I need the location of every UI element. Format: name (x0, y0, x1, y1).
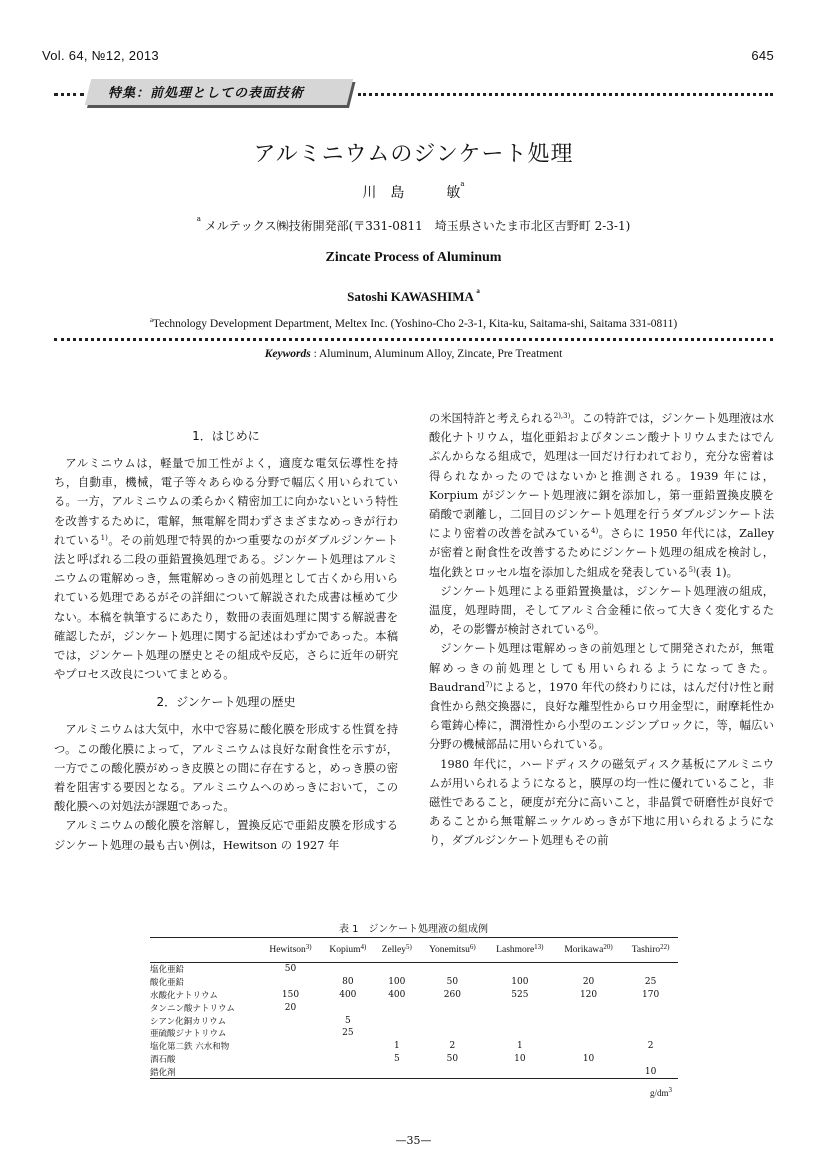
banner-dotted-rule-left (54, 93, 84, 96)
table-cell: 20 (284, 1002, 297, 1013)
table-cell (554, 1027, 623, 1040)
author-japanese: 川 島 敏$^a$ (362, 180, 465, 201)
table-cell: 50 (446, 977, 459, 988)
table-cell (623, 1001, 678, 1014)
column-header: Lashmore$^{13)}$ (486, 938, 554, 963)
section-2-paragraph-2: アルミニウムの酸化膜を溶解し，置換反応で亜鉛皮膜を形成するジンケート処理の最も古い例は，Hewitson の 1927 年 (54, 819, 398, 852)
table-cell: 25 (342, 1028, 354, 1039)
dotted-rule-keywords (54, 338, 773, 341)
table-cell: 100 (388, 977, 406, 988)
table-cell (260, 1014, 321, 1027)
row-label: 塩化亜鉛 (150, 965, 185, 976)
table-cell (419, 1001, 486, 1014)
row-label: シアン化銅カリウム (150, 1016, 227, 1027)
table-cell (375, 1065, 419, 1078)
table-cell: 150 (281, 989, 300, 1000)
table-cell (486, 963, 554, 976)
table-cell: 80 (342, 977, 354, 988)
column-header: Kopium$^{4)}$ (321, 938, 375, 963)
table-row (150, 963, 678, 976)
table-unit: $g/dm^3$ (650, 1086, 673, 1098)
table-cell (486, 1001, 554, 1014)
affiliation-english: $^a$Technology Development Department, Meltex Inc. (Yoshino-Cho 2-3-1, Kita-ku, Saitama-shi, Saitama 331-0811) (149, 316, 678, 330)
table-cell (486, 1027, 554, 1040)
row-label: 錯化剤 (150, 1065, 260, 1078)
page-folio: —35— (395, 1134, 432, 1147)
table-cell: 50 (284, 964, 297, 975)
banner-dotted-rule-right (358, 93, 773, 96)
history-paragraph-2: ジンケート処理による亜鉛置換量は，ジンケート処理液の組成，温度，処理時間，そしてアルミ合金種に依って大きく変化するため，その影響が検討されている$^{6)}$。 (429, 584, 774, 637)
left-column (54, 418, 398, 855)
row-label: 酒石酸 (150, 1054, 176, 1065)
table-cell (375, 1027, 419, 1040)
table-cell (419, 1065, 486, 1078)
table-cell (554, 1001, 623, 1014)
table-cell: 525 (511, 989, 529, 1000)
banner-label: 特集：前処理としての表面技術 (108, 86, 305, 101)
section-1-heading: 1．はじめに (192, 429, 260, 443)
table-cell (321, 1065, 375, 1078)
row-label: 水酸化ナトリウム (150, 990, 218, 1001)
table-cell: 100 (511, 977, 529, 988)
table-cell (419, 1014, 486, 1027)
table-cell (554, 1065, 623, 1078)
table-cell (419, 1027, 486, 1040)
table-caption: 表 1 ジンケート処理液の組成例 (338, 924, 489, 935)
table-row (150, 1040, 678, 1053)
row-label: タンニン酸ナトリウム (150, 1003, 235, 1014)
column-header: Hewitson$^{3)}$ (260, 938, 321, 963)
table-cell: 400 (388, 989, 406, 1000)
table-cell (260, 1053, 321, 1066)
journal-volume: Vol. 64, №12, 2013 (42, 48, 159, 63)
column-header: Tashiro$^{22)}$ (623, 938, 678, 963)
table-row (150, 976, 678, 989)
table-cell (486, 1014, 554, 1027)
page-number: 645 (751, 48, 774, 63)
table-cell: 5 (344, 1015, 351, 1026)
table-cell (375, 963, 419, 976)
table-cell (623, 1053, 678, 1066)
column-header: Zelley$^{5)}$ (375, 938, 419, 963)
table-header-row (150, 938, 678, 963)
keywords-line: Keywords : Aluminum, Aluminum Alloy, Zincate, Pre Treatment (264, 348, 563, 360)
table-cell (260, 976, 321, 989)
column-header: Morikawa$^{20)}$ (554, 938, 623, 963)
title-english: Zincate Process of Aluminum (325, 250, 502, 265)
right-column (429, 409, 774, 851)
table-cell: 10 (623, 1065, 678, 1078)
table-cell: 20 (582, 977, 595, 988)
table-cell (623, 1014, 678, 1027)
history-paragraph-4: 1980 年代に，ハードディスクの磁気ディスク基板にアルミニウムが用いられるようになると，膜厚の均一性に優れていること，非磁性であること，硬度が充分に高いこと，非晶質で研磨性が良好であることから無電解ニッケルめっきが下地に用いられるようになり，ダブルジンケート処理もその前 (429, 757, 774, 848)
table-cell (623, 1027, 678, 1040)
table-row (150, 1001, 678, 1014)
section-1-paragraph: アルミニウムは，軽量で加工性がよく，適度な電気伝導性を持ち，自動車，機械，電子等々あらゆる分野で幅広く用いられている。一方，アルミニウムの柔らかく精密加工に向かないという特性を改善するために，電解，無電解を問わずさまざまなめっきが行われている$^{1)}$。その前処理で特異的かつ重要なのがダブルジンケート法と呼ばれる二段の亜鉛置換処理である。ジンケート処理はアルミニウムの電解めっき，無電解めっきの前処理として古くから用いられている処理であるがその詳細について解説された成書は極めて少ない。本稿を執筆するにあたり，数冊の表面処理に関する解説書を確認したが，ジンケート処理に関する記述はわずかであった。本稿では，ジンケート処理の歴史とその組成や反応，さらに近年の研究やプロセス改良についてまとめる。 (54, 457, 398, 682)
table-cell (260, 1065, 321, 1078)
row-label: 塩化第二鉄 六水和物 (150, 1042, 230, 1053)
history-paragraph-continued: の米国特許と考えられる$^{2),3)}$。この特許では，ジンケート処理液は水酸化ナトリウム，塩化亜鉛およびタンニン酸ナトリウムまたはでんぷんからなる組成で，処理は一回だけ行われており，充分な密着は得られなかったのではないかと推測される。1939 年には，Korpium がジンケート処理液に銅を添加し，第一亜鉛置換皮膜を硝酸で剥離し，二回目のジンケート処理を行うダブルジンケート法により密着の改善を試みている$^{4)}$。さらに 1950 年代には，Zalley が密着と耐食性を改善するためにジンケート処理の組成を検討し，塩化鉄とロッセル塩を添加した組成を発表している$^{5)}$(表 1)。 (429, 412, 774, 579)
table-cell (486, 1065, 554, 1078)
table-cell: 5 (393, 1053, 400, 1064)
section-2-paragraph-1: アルミニウムは大気中，水中で容易に酸化膜を形成する性質を持つ。この酸化膜によって，アルミニウムは良好な耐食性を示すが，一方でこの酸化膜がめっき皮膜との間に存在すると，めっき膜の密着を阻害する要因となる。アルミニウムへのめっきにおいて，この酸化膜への対処法が課題であった。 (54, 723, 398, 814)
table-cell (623, 963, 678, 976)
zincate-composition-table (150, 937, 678, 1079)
row-label: 酸化亜鉛 (150, 978, 185, 989)
table-cell (321, 1001, 375, 1014)
table-cell (554, 963, 623, 976)
table-cell: 2 (647, 1041, 654, 1052)
table-cell (260, 1040, 321, 1053)
section-2-heading: 2．ジンケート処理の歴史 (156, 695, 296, 710)
table-cell: 50 (446, 1053, 459, 1064)
table-cell (375, 1001, 419, 1014)
history-paragraph-3: ジンケート処理は電解めっきの前処理として開発されたが，無電解めっきの前処理としても用いられるようになってきた。Baudrand$^{7)}$によると，1970 年代の終わりには，はんだ付け性と耐食性から熱交換器に，良好な離型性からロウ用金型に，耐摩耗性から電鋳心棒に，潤滑性から小型のエンジンブロックに，等，幅広い分野の機械部品に用いられている。 (429, 642, 774, 752)
table-row (150, 1053, 678, 1066)
table-cell: 260 (443, 989, 461, 1000)
author-english: Satoshi KAWASHIMA $^a$ (347, 287, 480, 304)
table-cell: 120 (579, 989, 598, 1000)
table-row (150, 1027, 678, 1040)
column-header: Yonemitsu$^{6)}$ (419, 938, 486, 963)
table-cell (321, 963, 375, 976)
table-cell: 10 (582, 1053, 595, 1064)
affiliation-japanese: $^a$ メルテックス㈱技術開発部(〒331-0811 埼玉県さいたま市北区吉野町 2-3-1) (196, 215, 631, 233)
title-japanese: アルミニウムのジンケート処理 (253, 142, 574, 167)
table-cell: 2 (449, 1041, 456, 1052)
table-cell: 1 (516, 1041, 523, 1052)
table-row (150, 1065, 678, 1078)
table-cell (321, 1053, 375, 1066)
table-cell (419, 963, 486, 976)
row-label: 亜硫酸ジナトリウム (150, 1029, 227, 1040)
table-cell (321, 1040, 375, 1053)
table-cell: 10 (514, 1053, 526, 1064)
table-cell: 1 (393, 1041, 400, 1052)
table-cell (554, 1014, 623, 1027)
table-cell: 25 (644, 977, 657, 988)
table-row (150, 1014, 678, 1027)
table-cell: 400 (339, 989, 357, 1000)
table-row (150, 989, 678, 1002)
table-cell (375, 1014, 419, 1027)
table-cell (260, 1027, 321, 1040)
table-cell (554, 1040, 623, 1053)
table-cell: 170 (642, 989, 660, 1000)
